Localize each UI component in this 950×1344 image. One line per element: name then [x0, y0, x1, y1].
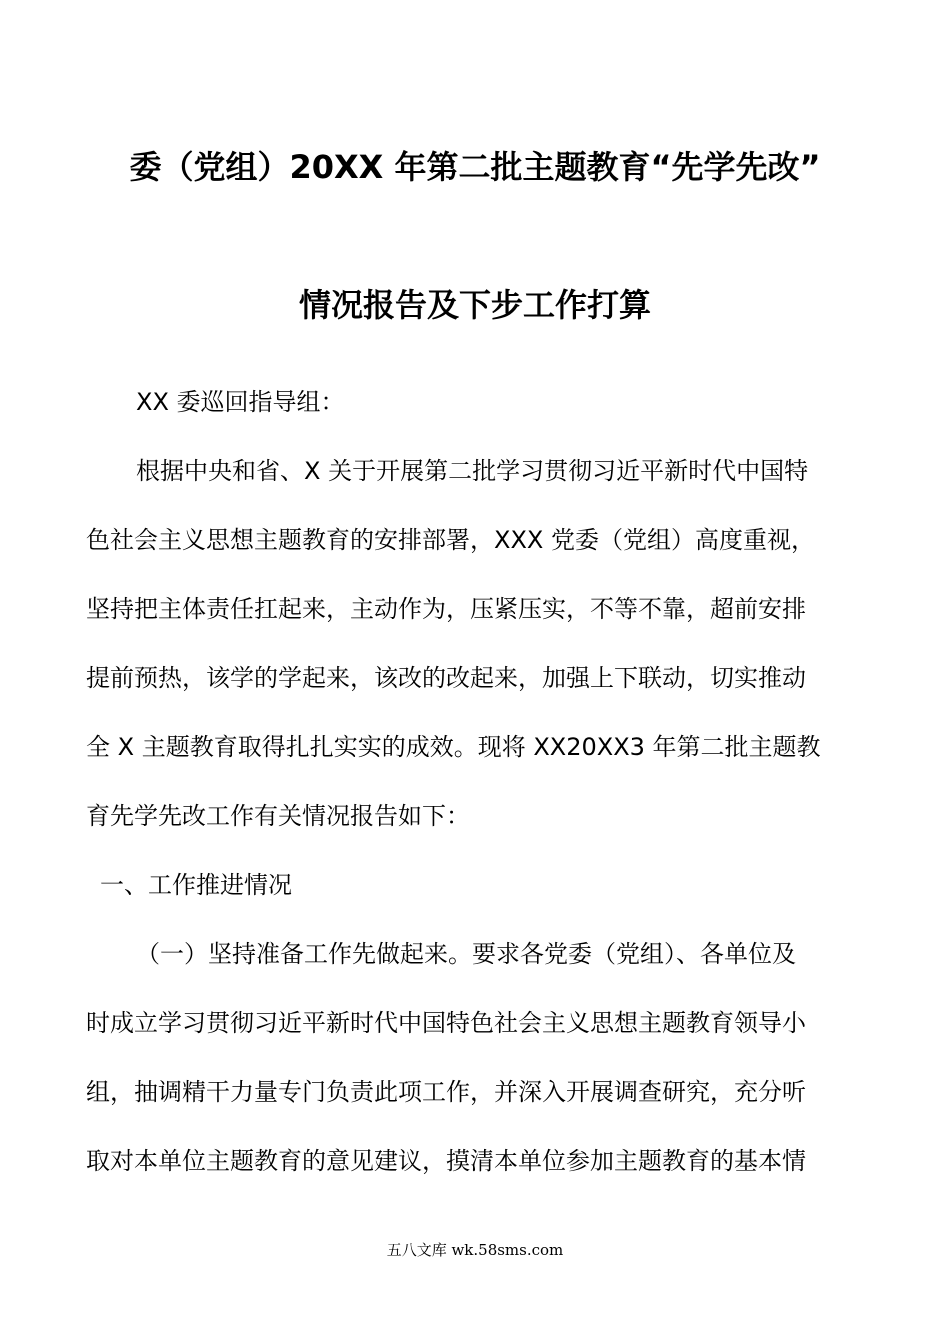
paragraph-line: 坚持把主体责任扛起来，主动作为，压紧压实，不等不靠，超前安排 — [86, 595, 806, 623]
section-heading: 一、工作推进情况 — [100, 871, 292, 899]
paragraph-line: 色社会主义思想主题教育的安排部署，XXX 党委（党组）高度重视， — [86, 526, 815, 554]
document-title-line-1: 委（党组）20XX 年第二批主题教育“先学先改” — [129, 148, 821, 186]
subsection-line: （一）坚持准备工作先做起来。要求各党委（党组）、各单位及 — [136, 940, 796, 968]
paragraph-line: 根据中央和省、X 关于开展第二批学习贯彻习近平新时代中国特 — [136, 457, 809, 485]
subsection-line: 组，抽调精干力量专门负责此项工作，并深入开展调查研究，充分听 — [86, 1078, 806, 1106]
footer-watermark-text: 五八文库 wk.58sms.com — [386, 1241, 564, 1259]
paragraph-line: 全 X 主题教育取得扎扎实实的成效。现将 XX20XX3 年第二批主题教 — [86, 733, 821, 761]
salutation: XX 委巡回指导组： — [136, 388, 345, 416]
subsection-line: 取对本单位主题教育的意见建议，摸清本单位参加主题教育的基本情 — [86, 1147, 806, 1175]
document-title-line-2: 情况报告及下步工作打算 — [298, 286, 651, 324]
paragraph-line: 育先学先改工作有关情况报告如下： — [86, 802, 470, 830]
paragraph-line: 提前预热，该学的学起来，该改的改起来，加强上下联动，切实推动 — [86, 664, 806, 692]
subsection-line: 时成立学习贯彻习近平新时代中国特色社会主义思想主题教育领导小 — [86, 1009, 806, 1037]
